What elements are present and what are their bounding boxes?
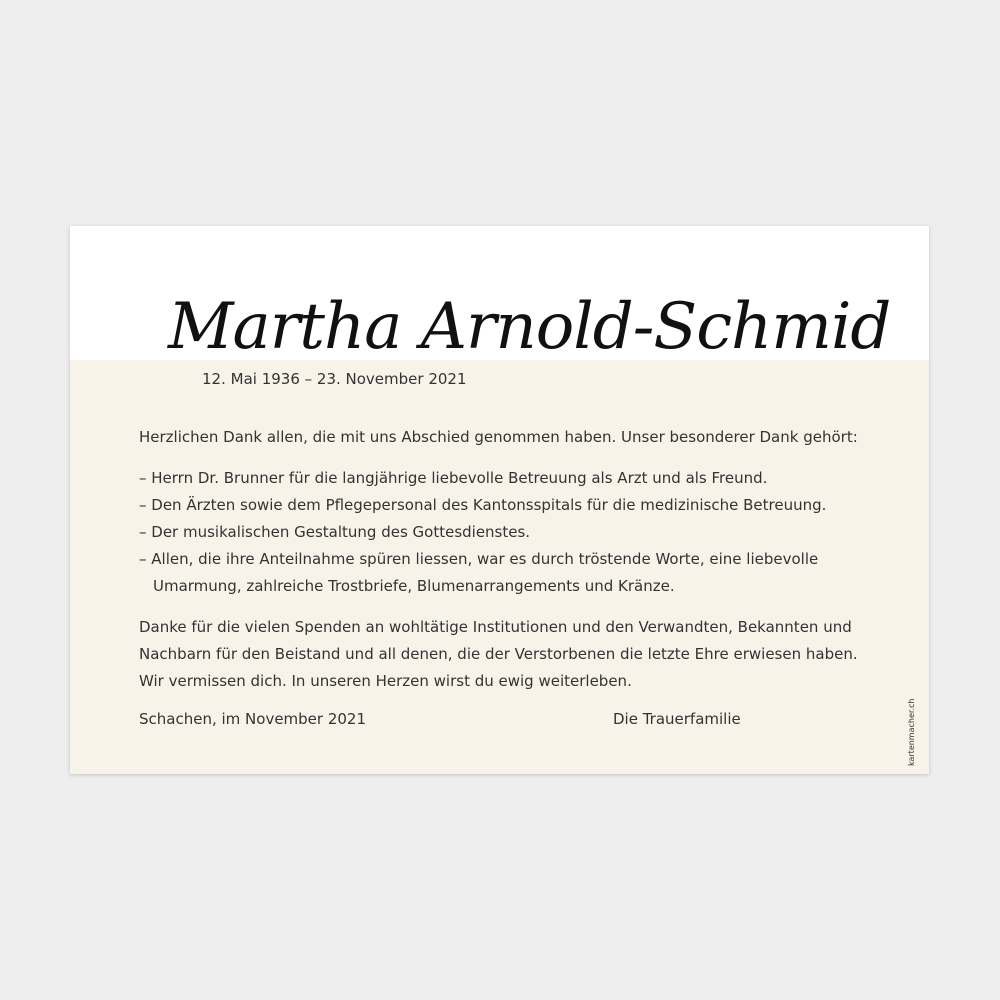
closing-paragraph: Danke für die vielen Spenden an wohltätige Institutionen und den Verwandten, Bekannten und Nachbarn für den Beistand und all denen, die der Verstorbenen die letzte Ehre erwiesen haben. Wir vermissen dich. In unseren Herzen wirst du ewig weiterleben.	[139, 618, 858, 690]
thanks-list-item: – Herrn Dr. Brunner für die langjährige liebevolle Betreuung als Arzt und als Freund.	[139, 469, 768, 487]
life-dates: 12. Mai 1936 – 23. November 2021	[202, 370, 467, 388]
family-signature: Die Trauerfamilie	[613, 710, 741, 728]
intro-paragraph: Herzlichen Dank allen, die mit uns Abschied genommen haben. Unser besonderer Dank gehört:	[139, 428, 858, 446]
thanks-list	[139, 465, 869, 600]
publisher-watermark: kartenmacher.ch	[907, 698, 916, 766]
thank-you-text	[139, 424, 869, 708]
thanks-list-item: – Den Ärzten sowie dem Pflegepersonal des Kantonsspitals für die medizinische Betreuung.	[139, 496, 827, 514]
thanks-list-item: – Der musikalischen Gestaltung des Gottesdienstes.	[139, 523, 531, 541]
place-date: Schachen, im November 2021	[139, 710, 367, 728]
deceased-name: Martha Arnold-Schmid	[168, 290, 891, 364]
condolence-card	[70, 226, 929, 774]
thanks-list-item: – Allen, die ihre Anteilnahme spüren liessen, war es durch tröstende Worte, eine liebevolle Umarmung, zahlreiche Trostbriefe, Blumenarrangements und Kränze.	[139, 550, 819, 595]
